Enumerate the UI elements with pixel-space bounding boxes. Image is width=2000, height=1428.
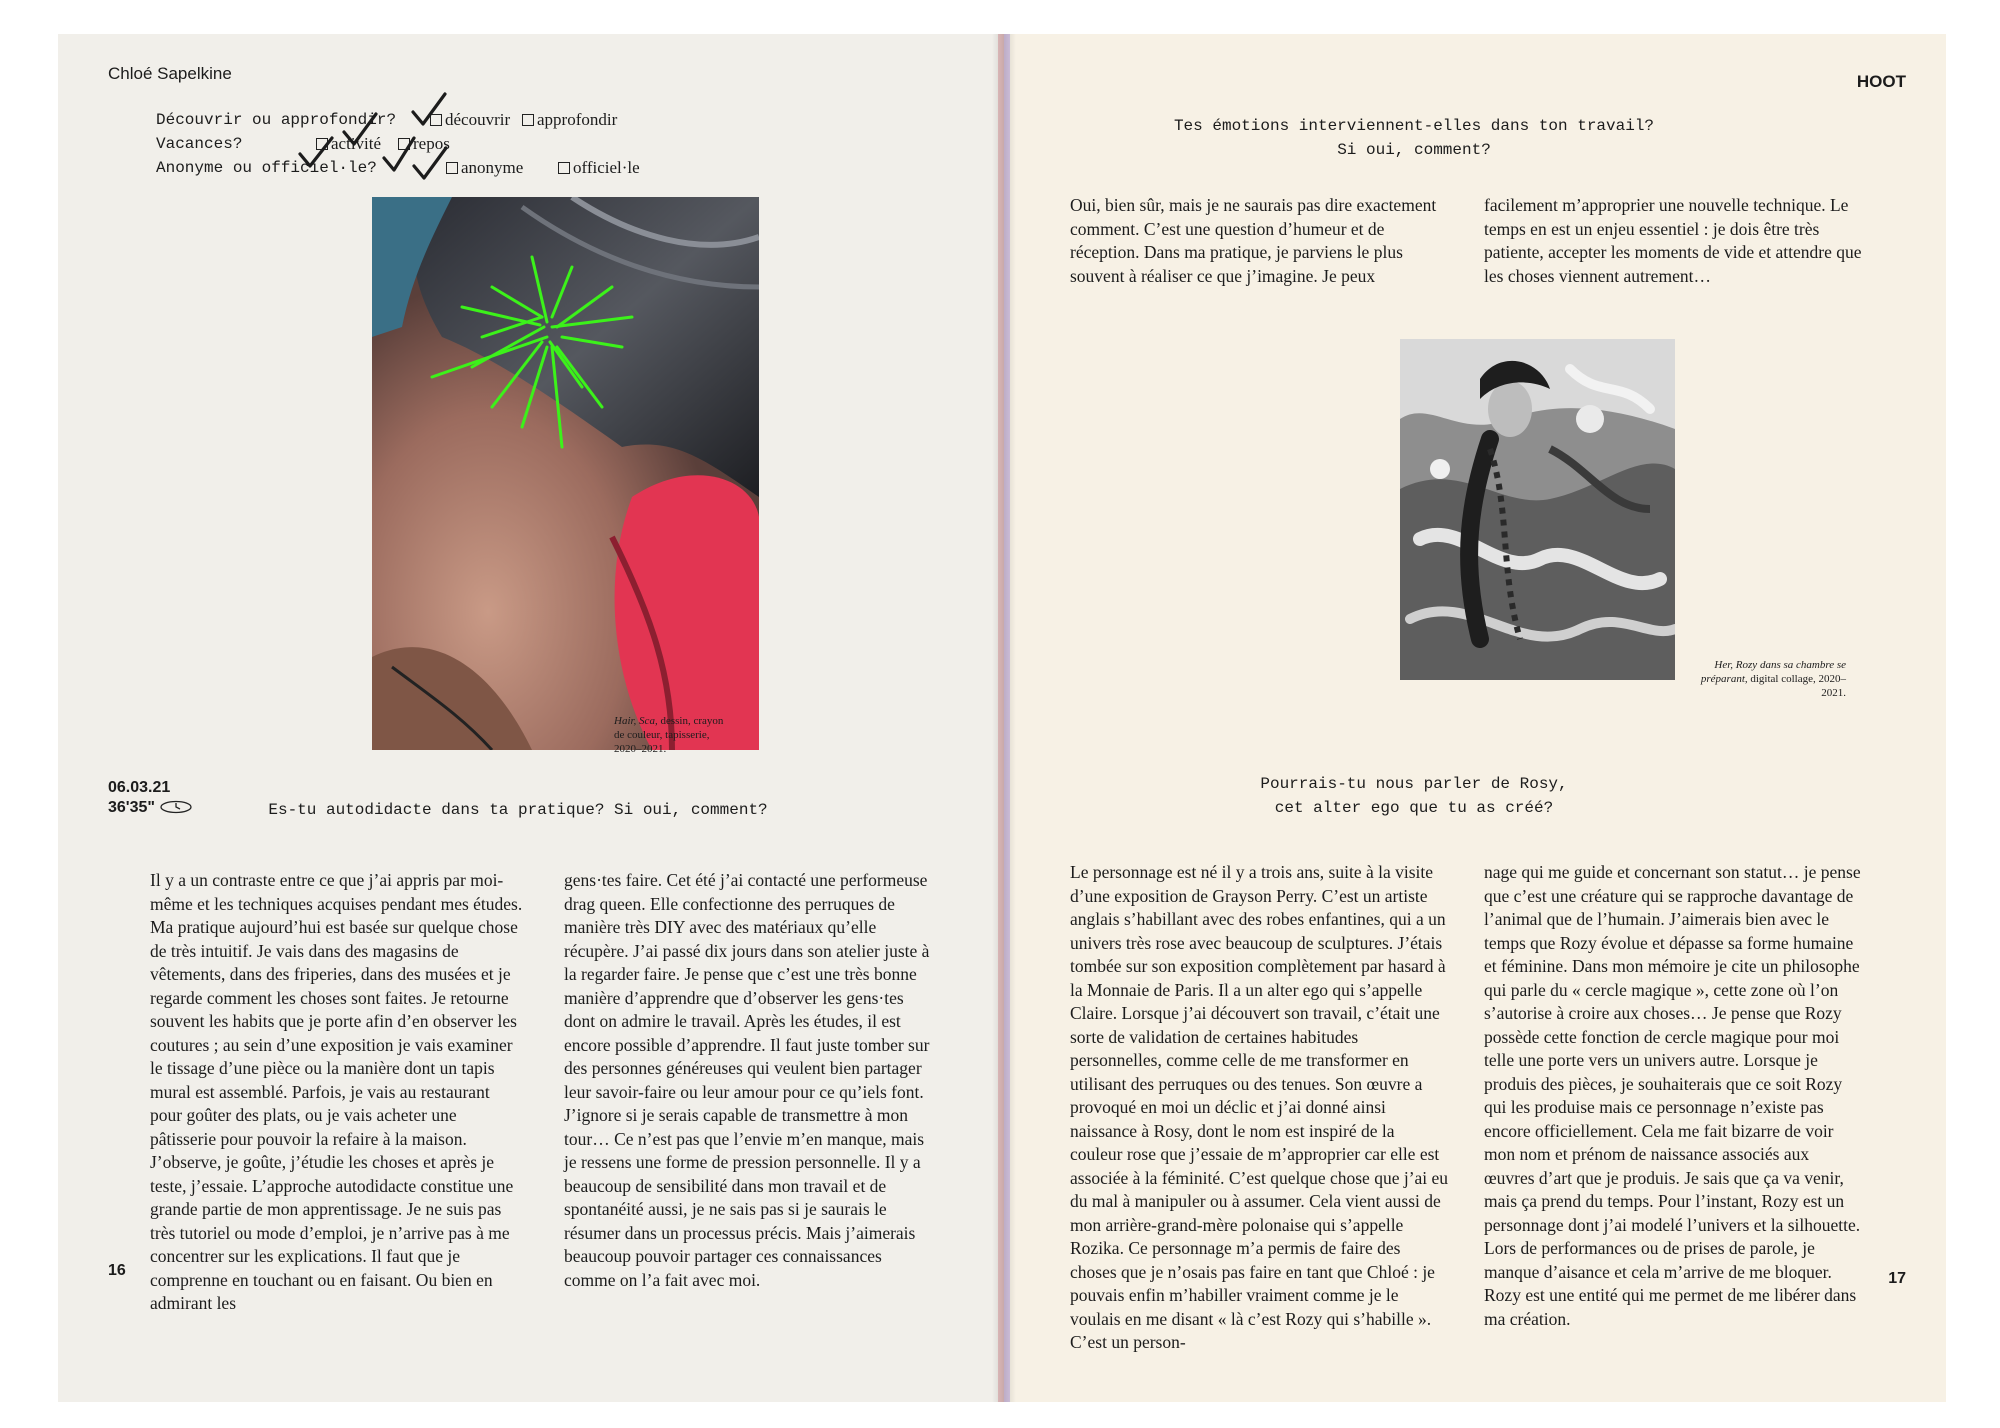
quiz-option: repos xyxy=(398,132,450,157)
quiz-option: officiel·le xyxy=(558,156,640,181)
quiz-question: Découvrir ou approfondir? xyxy=(156,111,397,129)
checkmark-icon xyxy=(296,134,336,172)
answer2-column-1: Le personnage est né il y a trois ans, suite à la visite d’une exposition de Grayson Perry. C’est un artiste anglais s’habillant avec des robes enfantines, qui a un univers très rose avec beaucoup de sculptures. J’étais tombée sur son exposition complètement par hasard à la Monnaie de Paris. Il a un alter ego qui s’appelle Claire. Lorsque j’ai découvert son travail, c’était une sorte de validation de certaines habitudes personnelles, comme celle de me transformer en utilisant des perruques ou des tenues. Son œuvre a provoqué en moi un déclic et j’ai donné ainsi naissance à Rosy, dont le nom est inspiré de la couleur rose que j’essaie de m’approprier car elle est associée à la féminité. C’est quelque chose que j’ai eu du mal à manipuler ou à assumer. Cela vient aussi de mon arrière-grand-mère polonaise qui s’appelle Rozika. Ce personnage m’a permis de faire des choses que je n’osais pas faire en tant que Chloé : je pouvais enfin m’habiller vraiment comme je le voulais en me disant « là c’est Rozy qui s’habille ». C’est un person- xyxy=(1070,862,1449,1352)
interview-duration: 36'35" xyxy=(108,798,193,818)
page-number-right: 17 xyxy=(1888,1270,1906,1287)
quiz-option: anonyme xyxy=(446,156,523,181)
timer-icon xyxy=(159,800,193,814)
answer1-column-1: Oui, bien sûr, mais je ne saurais pas dire exactement comment. C’est une question d’humeur et de réception. Dans ma pratique, je parviens le plus souvent à réaliser ce que j’imagine. Je peux xyxy=(1070,195,1437,286)
question-rosy: Pourrais-tu nous parler de Rosy, cet alter ego que tu as créé? xyxy=(1260,775,1568,817)
image-caption-hair: Hair, Sca, dessin, crayon de couleur, tapisserie, 2020–2021. xyxy=(614,715,724,755)
quiz-option: approfondir xyxy=(522,108,617,133)
quiz-question: Anonyme ou officiel·le? xyxy=(156,159,377,177)
page-number-left: 16 xyxy=(108,1262,126,1279)
artwork-image-hair xyxy=(372,197,759,750)
checkmark-icon xyxy=(409,92,449,130)
quiz xyxy=(156,108,640,180)
answer1-column-2: facilement m’approprier une nouvelle technique. Le temps en est un enjeu essentiel : je dois être très patiente, accepter les moments de vide et attendre que les choses viennent autrement… xyxy=(1484,195,1862,286)
quiz-row-3 xyxy=(156,156,640,180)
checkmark-icon xyxy=(410,144,450,182)
author-name: Chloé Sapelkine xyxy=(108,64,232,83)
book-gutter xyxy=(992,34,1016,1402)
question-autodidacte: Es-tu autodidacte dans ta pratique? Si oui, comment? xyxy=(268,801,768,819)
magazine-header: HOOT xyxy=(1856,72,1906,91)
answer-column-1: Il y a un contraste entre ce que j’ai appris par moi-même et les techniques acquises pendant mes études. Ma pratique aujourd’hui est basée sur quelque chose de très intuitif. Je vais dans des magasins de vêtements, dans des friperies, dans des musées et je regarde comment les choses sont faites. Je retourne souvent les habits que je porte afin d’en observer les coutures ; au sein d’une exposition je vais examiner le tissage d’une pièce ou la manière dont un tapis mural est assemblé. Parfois, je vais au restaurant pour goûter des plats, ou je vais acheter une pâtisserie pour pouvoir la refaire à la maison. J’observe, je goûte, j’étudie les choses et après je teste, j’essaie. L’approche autodidacte constitue une grande partie de mon apprentissage. Je ne suis pas très tutoriel ou mode d’emploi, je n’arrive pas à me concentrer sur les explications. Il faut que je comprenne en touchant ou en faisant. Ou bien en admirant les xyxy=(150,870,523,1313)
quiz-option: découvrir xyxy=(430,108,510,133)
checkbox-icon xyxy=(522,114,534,126)
quiz-option: activité xyxy=(316,132,381,157)
answer2-column-2: nage qui me guide et concernant son statut… je pense que c’est une créature qui se rapproche davantage de l’animal que de l’humain. J’aimerais bien avec le temps que Rozy évolue et dépasse sa forme humaine et féminine. Dans mon mémoire je cite un philosophe qui parle du « cercle magique », cette zone où l’on s’autorise à croire aux choses… Je pense que Rozy possède cette fonction de cercle magique pour moi telle une porte vers un univers autre. Lorsque je produis des pièces, je souhaiterais que ce soit Rozy qui les produise mais ce personnage n’existe pas encore officiellement. Cela me fait bizarre de voir mon nom et prénom de naissance associés aux œuvres d’art que je produis. Je sais que ça va venir, mais ça prend du temps. Pour l’instant, Rozy est un personnage dont j’ai modelé l’univers et la silhouette. Lors de performances ou de prises de parole, je manque d’aisance et cela m’arrive de me bloquer. Rozy est une entité qui me permet de me libérer dans ma création. xyxy=(1484,862,1861,1329)
question-emotions: Tes émotions interviennent-elles dans ton travail? Si oui, comment? xyxy=(1173,117,1655,159)
artwork-image-rozy xyxy=(1400,339,1675,680)
left-page xyxy=(58,34,1004,1402)
right-page xyxy=(1004,34,1946,1402)
quiz-question: Vacances? xyxy=(156,135,243,153)
checkmark-icon xyxy=(340,112,380,150)
answer-column-2: gens·tes faire. Cet été j’ai contacté une performeuse drag queen. Elle confectionne des perruques de manière très DIY avec des matériaux qu’elle récupère. J’ai passé dix jours dans son atelier juste à la regarder faire. Je pense que c’est une très bonne manière d’apprendre que d’observer les gens·tes dont on admire le travail. Après les études, il est encore possible d’apprendre. Il faut juste tomber sur des personnes généreuses qui veulent bien partager leur savoir-faire ou leur amour pour ce qu’iels font. J’ignore si je serais capable de transmettre à mon tour… Ce n’est pas que l’envie m’en manque, mais je ressens une forme de pression personnelle. Il y a beaucoup de sensibilité dans mon travail et de spontanéité aussi, je ne sais pas si je saurais le résumer dans un processus précis. Mais j’aimerais beaucoup pouvoir partager ces connaissances comme on l’a fait avec moi. xyxy=(564,870,930,1290)
checkbox-icon xyxy=(558,162,570,174)
image-caption-rozy: Her, Rozy dans sa chambre se préparant, digital collage, 2020–2021. xyxy=(1700,659,1846,699)
interview-date: 06.03.21 xyxy=(108,779,171,796)
